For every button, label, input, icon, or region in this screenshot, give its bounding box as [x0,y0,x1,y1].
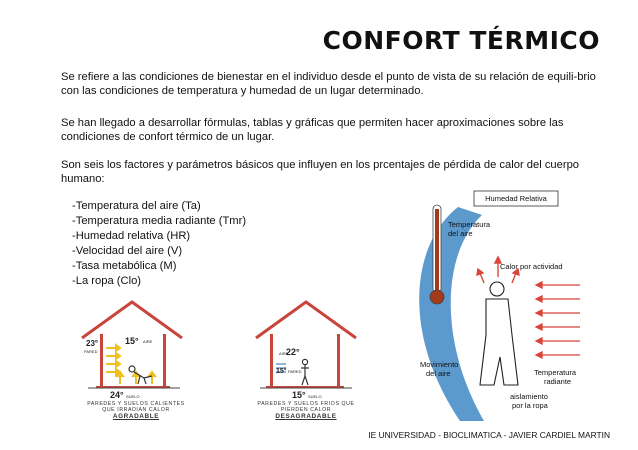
factors-intro-paragraph: Son seis los factores y parámetros básicos que influyen en los prcentajes de pérdida de calor del cuerpo humano: [61,159,580,186]
right-wall-temp: 15° [276,368,287,375]
left-wall-temp: 23° [86,339,99,348]
clothing-label-1: aislamiento [510,392,548,401]
heat-arrows [106,345,155,384]
left-verdict: AGRADABLE [112,413,160,420]
right-wall-label: PARED [288,369,302,374]
thermal-factors-diagram [400,185,600,425]
left-floor-label: SUELO [126,394,140,399]
houses-illustration [80,300,370,430]
left-caption: PAREDES Y SUELOS CALIENTES QUE IRRADIAN CALOR [87,401,185,413]
footer-credit: IE UNIVERSIDAD - BIOCLIMATICA - JAVIER CARDIEL MARTIN [368,430,610,440]
air-movement-swoosh [419,207,484,421]
house-desagradable [254,302,358,430]
right-air-label: AIRE [279,351,289,356]
person-standing-icon [301,359,309,385]
intro-paragraph: Se refiere a las condiciones de bienestar en el individuo desde el punto de vista de su relación de equili-brio con las condiciones de temperatura y humedad de un lugar determinado. [61,71,596,98]
house-agradable [82,302,186,430]
right-verdict: DESAGRADABLE [275,413,337,420]
page-title: CONFORT TÉRMICO [322,26,600,55]
left-air-label: AIRE [143,339,153,344]
air-temp-label-2: del aire [448,229,473,238]
factor-item: -Humedad relativa (HR) [72,230,191,242]
person-icon [480,282,518,385]
factor-item: -Velocidad del aire (V) [72,245,183,257]
factor-item: -Tasa metabólica (M) [72,260,177,272]
air-movement-label-1: Movimiento [420,360,459,369]
radiant-temp-label-2: radiante [544,377,572,386]
left-wall-label: PARED [84,349,98,354]
formulas-paragraph: Se han llegado a desarrollar fórmulas, tablas y gráficas que permiten hacer aproximaciones sobre las condiciones de confort térmico de un lugar. [61,117,564,144]
right-caption: PAREDES Y SUELOS FRIOS QUE PIERDEN CALOR [257,401,355,413]
right-air-temp: 22° [286,347,300,357]
air-temp-label-1: Temperatura [448,220,491,229]
radiant-heat-arrows [536,282,580,358]
left-air-temp: 15° [125,336,139,346]
humidity-label: Humedad Relativa [485,194,547,203]
radiant-temp-label-1: Temperatura [534,368,577,377]
factor-item: -La ropa (Clo) [72,275,142,287]
right-floor-label: SUELO [308,394,322,399]
factors-list [72,199,246,289]
air-movement-label-2: del aire [426,369,451,378]
factor-item: -Temperatura media radiante (Tmr) [72,215,247,227]
left-floor-temp: 24° [110,390,124,400]
clothing-label-2: por la ropa [512,401,548,410]
activity-heat-label: Calor por actividad [500,262,563,271]
right-floor-temp: 15° [292,390,306,400]
factor-item: -Temperatura del aire (Ta) [72,200,201,212]
